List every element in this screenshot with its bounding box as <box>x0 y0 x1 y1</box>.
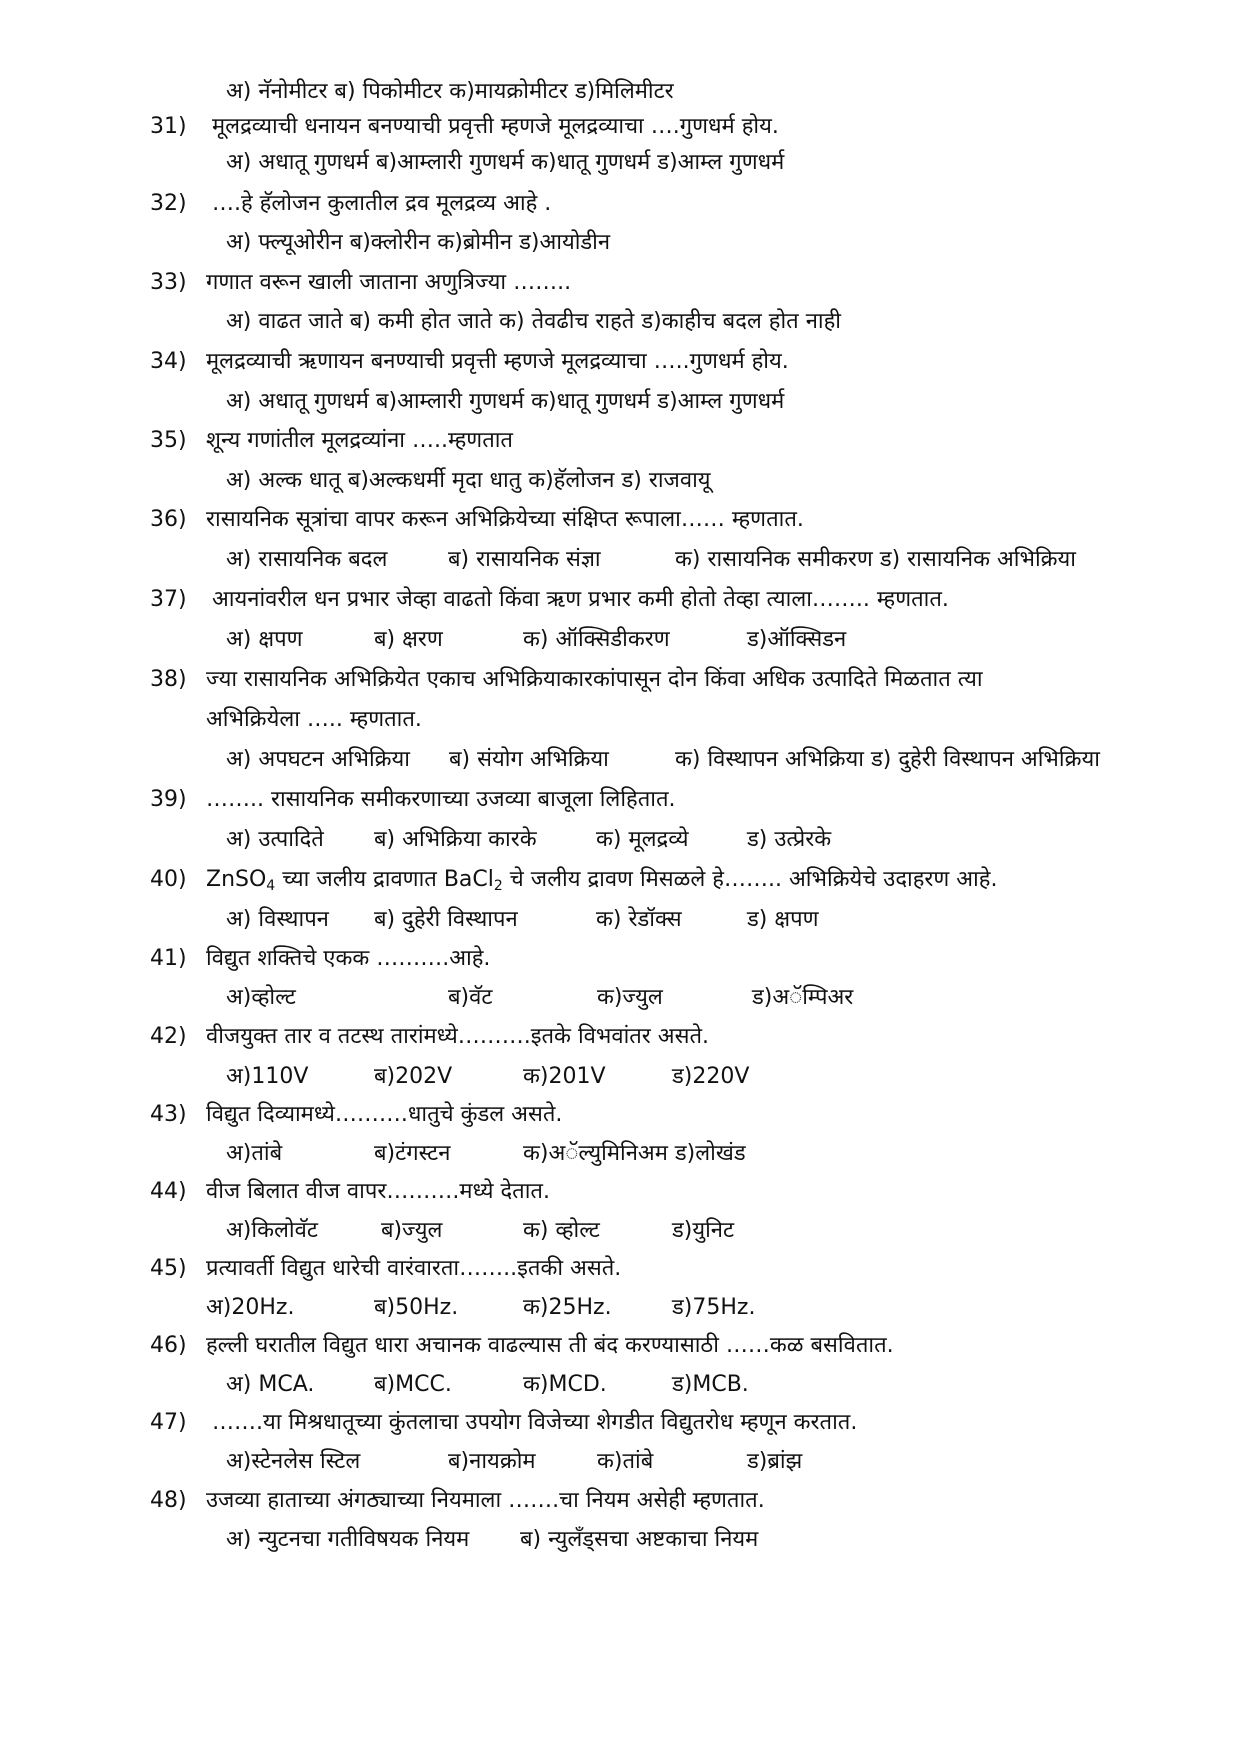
option-a: अ) विस्थापन <box>226 907 329 932</box>
option-a: अ) क्षपण <box>226 627 303 652</box>
option-c: क)ज्युल <box>597 985 663 1010</box>
formula-bacl: च्या जलीय द्रावणात BaCl <box>275 867 494 892</box>
option-d: ड)75Hz. <box>672 1295 756 1320</box>
option-b: ब)टंगस्टन <box>374 1141 451 1166</box>
question-36 <box>0 498 1242 542</box>
question-text: हल्ली घरातील विद्युत धारा अचानक वाढल्यास ती बंद करण्यासाठी ……कळ बसवितात. <box>206 1333 894 1358</box>
options-q36 <box>0 538 1242 582</box>
question-33 <box>0 261 1242 305</box>
option-a: अ) MCA. <box>226 1372 315 1397</box>
option-c: क)201V <box>523 1064 606 1089</box>
subscript-2: 2 <box>493 878 503 894</box>
question-text: मूलद्रव्याची ऋणायन बनण्याची प्रवृत्ती म्हणजे मूलद्रव्याचा …..गुणधर्म होय. <box>206 349 789 374</box>
option-b: ब) संयोग अभिक्रिया <box>449 747 609 772</box>
question-number: 33) <box>150 270 187 295</box>
option-b: ब) क्षरण <box>374 627 443 652</box>
question-text: …….. रासायनिक समीकरणाच्या उजव्या बाजूला लिहितात. <box>206 787 676 812</box>
question-text: मूलद्रव्याची धनायन बनण्याची प्रवृत्ती म्हणजे मूलद्रव्याचा ….गुणधर्म होय. <box>212 114 779 139</box>
option-b: ब) न्युलँड्सचा अष्टकाचा नियम <box>520 1527 759 1552</box>
question-text: आयनांवरील धन प्रभार जेव्हा वाढतो किंवा ऋण प्रभार कमी होतो तेव्हा त्याला…….. म्हणतात. <box>212 587 949 612</box>
options-text: अ) अधातू गुणधर्म ब)आम्लारी गुणधर्म क)धातू गुणधर्म ड)आम्ल गुणधर्म <box>226 389 785 414</box>
option-d: ड)220V <box>672 1064 750 1089</box>
options-q34 <box>0 380 1242 424</box>
option-a: अ) उत्पादिते <box>226 827 324 852</box>
option-a: अ)व्होल्ट <box>226 985 296 1010</box>
question-46 <box>0 1324 1242 1368</box>
options-text: अ) अल्क धातू ब)अल्कधर्मी मृदा धातु क)हॅलोजन ड) राजवायू <box>226 468 711 493</box>
options-text: अ) अधातू गुणधर्म ब)आम्लारी गुणधर्म क)धातू गुणधर्म ड)आम्ल गुणधर्म <box>226 150 785 175</box>
option-a: अ) न्युटनचा गतीविषयक नियम <box>226 1527 470 1552</box>
question-48 <box>0 1479 1242 1523</box>
option-c: क) विस्थापन अभिक्रिया ड) दुहेरी विस्थापन अभिक्रिया <box>675 747 1100 772</box>
question-text: रासायनिक सूत्रांचा वापर करून अभिक्रियेच्या संक्षिप्त रूपाला…… म्हणतात. <box>206 507 804 532</box>
options-q48 <box>0 1518 1242 1562</box>
option-b: ब)ज्युल <box>381 1218 443 1243</box>
option-d: ड)अॅम्पिअर <box>752 985 854 1010</box>
options-q38 <box>0 738 1242 782</box>
option-c: क)तांबे <box>597 1449 654 1474</box>
options-q40 <box>0 898 1242 942</box>
question-number: 36) <box>150 507 187 532</box>
question-text: विद्युत शक्तिचे एकक ……….आहे. <box>206 946 491 971</box>
question-number: 35) <box>150 428 187 453</box>
question-35 <box>0 419 1242 463</box>
options-text: अ) नॅनोमीटर ब) पिकोमीटर क)मायक्रोमीटर ड)मिलिमीटर <box>226 79 674 104</box>
question-number: 32) <box>150 191 187 216</box>
options-q33 <box>0 300 1242 344</box>
question-text: उजव्या हाताच्या अंगठ्याच्या नियमाला …….चा नियम असेही म्हणतात. <box>206 1488 765 1513</box>
option-b: ब) दुहेरी विस्थापन <box>374 907 518 932</box>
option-b: ब)वॅट <box>448 985 493 1010</box>
question-number: 40) <box>150 867 187 892</box>
option-d: ड) उत्प्रेरके <box>747 827 832 852</box>
formula-znso: ZnSO <box>206 867 267 892</box>
options-text: अ) फ्ल्यूओरीन ब)क्लोरीन क)ब्रोमीन ड)आयोडीन <box>226 230 611 255</box>
question-43 <box>0 1093 1242 1137</box>
option-a: अ)किलोवॅट <box>226 1218 318 1243</box>
question-44 <box>0 1170 1242 1214</box>
question-text-continued: अभिक्रियेला ….. म्हणतात. <box>206 707 422 732</box>
question-text: ज्या रासायनिक अभिक्रियेत एकाच अभिक्रियाकारकांपासून दोन किंवा अधिक उत्पादिते मिळतात त्या <box>206 667 983 692</box>
option-b: ब)50Hz. <box>374 1295 459 1320</box>
question-number: 46) <box>150 1333 187 1358</box>
option-b: ब)202V <box>374 1064 453 1089</box>
option-d: ड)MCB. <box>672 1372 749 1397</box>
option-c: क)अॅल्युमिनिअम ड)लोखंड <box>523 1141 746 1166</box>
question-number: 45) <box>150 1256 187 1281</box>
subscript-4: 4 <box>266 878 276 894</box>
question-number: 48) <box>150 1488 187 1513</box>
option-d: ड)युनिट <box>672 1218 735 1243</box>
option-c: क) व्होल्ट <box>523 1218 600 1243</box>
question-37 <box>0 578 1242 622</box>
options-q41 <box>0 976 1242 1020</box>
question-number: 47) <box>150 1410 187 1435</box>
options-q39 <box>0 818 1242 862</box>
option-a: अ)20Hz. <box>206 1295 295 1320</box>
option-c: क) मूलद्रव्ये <box>596 827 689 852</box>
question-text: वीजयुक्त तार व तटस्थ तारांमध्ये……….इतके विभवांतर असते. <box>206 1024 710 1049</box>
question-47 <box>0 1401 1242 1445</box>
option-d: ड) क्षपण <box>747 907 819 932</box>
question-number: 38) <box>150 667 187 692</box>
question-text: वीज बिलात वीज वापर……….मध्ये देतात. <box>206 1179 550 1204</box>
options-q32 <box>0 221 1242 265</box>
question-text: …….या मिश्रधातूच्या कुंतलाचा उपयोग विजेच्या शेगडीत विद्युतरोध म्हणून करतात. <box>212 1410 858 1435</box>
question-text <box>206 858 997 902</box>
question-32 <box>0 182 1242 226</box>
options-q47 <box>0 1440 1242 1484</box>
option-b: ब)MCC. <box>374 1372 452 1397</box>
options-q35 <box>0 459 1242 503</box>
question-text-rest: चे जलीय द्रावण मिसळले हे…….. अभिक्रियेचे उदाहरण आहे. <box>502 867 998 892</box>
option-a: अ)स्टेनलेस स्टिल <box>226 1449 361 1474</box>
options-text: अ) वाढत जाते ब) कमी होत जाते क) तेवढीच राहते ड)काहीच बदल होत नाही <box>226 309 841 334</box>
question-42 <box>0 1015 1242 1059</box>
question-38-continued <box>0 698 1242 742</box>
question-41 <box>0 937 1242 981</box>
question-45 <box>0 1247 1242 1291</box>
question-39 <box>0 778 1242 822</box>
question-number: 31) <box>150 114 187 139</box>
question-text: ….हे हॅलोजन कुलातील द्रव मूलद्रव्य आहे . <box>212 191 552 216</box>
question-text: प्रत्यावर्ती विद्युत धारेची वारंवारता……..इतकी असते. <box>206 1256 622 1281</box>
question-number: 37) <box>150 587 187 612</box>
question-number: 44) <box>150 1179 187 1204</box>
option-a: अ)तांबे <box>226 1141 283 1166</box>
question-text: विद्युत दिव्यामध्ये……….धातुचे कुंडल असते. <box>206 1102 563 1127</box>
option-b: ब) रासायनिक संज्ञा <box>448 547 601 572</box>
option-c: क) ऑक्सिडीकरण <box>523 627 670 652</box>
question-number: 34) <box>150 349 187 374</box>
question-number: 39) <box>150 787 187 812</box>
option-c: क)MCD. <box>523 1372 607 1397</box>
question-text: शून्य गणांतील मूलद्रव्यांना …..म्हणतात <box>206 428 513 453</box>
option-d: ड)ब्रांझ <box>747 1449 803 1474</box>
question-text: गणात वरून खाली जाताना अणुत्रिज्या …….. <box>206 270 572 295</box>
question-34 <box>0 340 1242 384</box>
option-a: अ)110V <box>226 1064 309 1089</box>
question-38 <box>0 658 1242 702</box>
option-a: अ) रासायनिक बदल <box>226 547 388 572</box>
options-q31 <box>0 141 1242 185</box>
question-40 <box>0 858 1242 902</box>
option-c: क)25Hz. <box>523 1295 612 1320</box>
option-c: क) रासायनिक समीकरण ड) रासायनिक अभिक्रिया <box>675 547 1077 572</box>
options-q37 <box>0 618 1242 662</box>
question-number: 42) <box>150 1024 187 1049</box>
question-number: 43) <box>150 1102 187 1127</box>
option-d: ड)ऑक्सिडन <box>747 627 847 652</box>
option-b: ब) अभिक्रिया कारके <box>374 827 537 852</box>
option-b: ब)नायक्रोम <box>448 1449 536 1474</box>
question-number: 41) <box>150 946 187 971</box>
option-a: अ) अपघटन अभिक्रिया <box>226 747 411 772</box>
option-c: क) रेडॉक्स <box>596 907 682 932</box>
